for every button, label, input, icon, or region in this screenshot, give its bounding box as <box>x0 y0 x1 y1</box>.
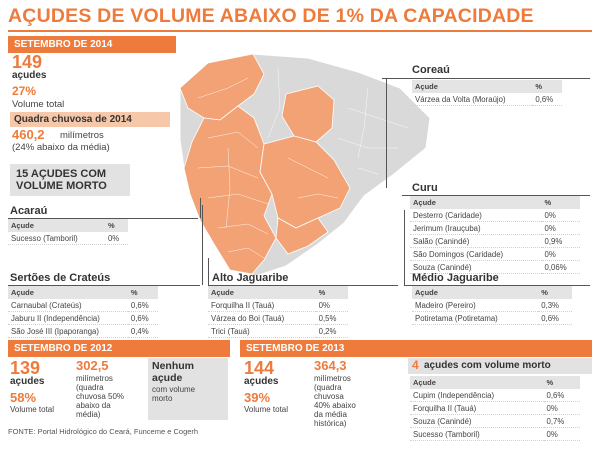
sep2013-count: 144 <box>244 358 275 378</box>
sep2013-mm-note-4: 40% abaixo <box>314 401 356 410</box>
col-acude: Açude <box>412 286 538 299</box>
sep2012-mm-note-5: média) <box>76 410 101 419</box>
row-name: Salão (Canindé) <box>410 235 542 248</box>
col-pct: % <box>538 286 572 299</box>
row-name: Forquilha II (Tauá) <box>410 402 544 415</box>
table-row <box>208 299 348 312</box>
table-row <box>412 299 572 312</box>
col-acude: Açude <box>208 286 316 299</box>
ceara-map <box>168 48 438 283</box>
row-name: Souza (Canindé) <box>410 261 542 274</box>
sep2012-mm-note-3: chuvosa 50% <box>76 392 125 401</box>
table-row <box>8 299 158 312</box>
coreau-title: Coreaú <box>412 64 450 76</box>
sep2014-quadra-label: Quadra chuvosa de 2014 <box>10 112 170 127</box>
row-name: Várzea do Boi (Tauá) <box>208 312 316 325</box>
row-pct: 0,6% <box>538 312 572 325</box>
sep2013-dead-title: açudes com volume morto <box>424 360 551 371</box>
row-name: Potiretama (Potiretama) <box>412 312 538 325</box>
row-name: Cupim (Independência) <box>410 389 544 402</box>
sep2013-mm-note-2: (quadra <box>314 383 342 392</box>
row-pct: 0,2% <box>316 325 348 338</box>
sep2012-header: SETEMBRO DE 2012 <box>8 340 230 357</box>
sep2014-count-label: açudes <box>12 70 47 81</box>
row-name: Várzea da Volta (Moraújo) <box>412 93 532 106</box>
sep2013-mm-note-5: da média <box>314 410 347 419</box>
col-pct: % <box>542 196 580 209</box>
table-row <box>410 415 580 428</box>
alto-title: Alto Jaguaribe <box>212 272 289 284</box>
table-row <box>410 222 580 235</box>
sep2014-count: 149 <box>12 52 43 72</box>
sep2013-percent: 39% <box>244 390 271 405</box>
medio-title: Médio Jaguaribe <box>412 272 499 284</box>
table-row <box>412 312 572 325</box>
row-pct: 0% <box>542 248 580 261</box>
table-row <box>410 428 580 441</box>
row-pct: 0,6% <box>544 389 580 402</box>
row-pct: 0,6% <box>532 93 562 106</box>
row-name: Trici (Tauá) <box>208 325 316 338</box>
sep2013-count-label: açudes <box>244 376 279 387</box>
col-acude: Açude <box>412 80 532 93</box>
table-row <box>410 209 580 222</box>
col-pct: % <box>128 286 158 299</box>
table-row <box>410 235 580 248</box>
sep2014-percent: 27% <box>12 84 37 98</box>
sep2012-percent-label: Volume total <box>10 405 55 414</box>
crateus-title: Sertões de Crateús <box>10 272 111 284</box>
medio-table <box>412 286 572 325</box>
sep2013-mm-note-6: histórica) <box>314 419 347 428</box>
row-name: Sucesso (Tamboril) <box>410 428 544 441</box>
row-pct: 0,7% <box>544 415 580 428</box>
row-name: Carnaubal (Crateús) <box>8 299 128 312</box>
row-name: Jerimum (Irauçuba) <box>410 222 542 235</box>
row-name: Forquilha II (Tauá) <box>208 299 316 312</box>
leader-alto <box>208 258 209 286</box>
sep2014-mm-label: milímetros <box>60 130 104 141</box>
row-pct: 0,06% <box>542 261 580 274</box>
sep2012-none-note-1: com volume <box>152 385 196 394</box>
sep2014-header: SETEMBRO DE 2014 <box>8 36 176 53</box>
sep2012-mm-value: 302,5 <box>76 358 109 373</box>
col-acude: Açude <box>8 286 128 299</box>
table-row <box>208 325 348 338</box>
row-pct: 0,4% <box>128 325 158 338</box>
sep2014-mm-value: 460,2 <box>12 127 45 142</box>
row-pct: 0,9% <box>542 235 580 248</box>
col-pct: % <box>105 219 128 232</box>
acarau-title: Acaraú <box>10 205 48 217</box>
sep2012-mm-note-2: (quadra <box>76 383 104 392</box>
row-pct: 0,3% <box>538 299 572 312</box>
curu-table <box>410 196 580 274</box>
coreau-table <box>412 80 562 106</box>
sep2012-none-note-2: morto <box>152 394 173 403</box>
row-pct: 0% <box>542 222 580 235</box>
row-pct: 0% <box>544 402 580 415</box>
sep2013-percent-label: Volume total <box>244 405 289 414</box>
sep2012-percent: 58% <box>10 390 37 405</box>
row-pct: 0,6% <box>128 299 158 312</box>
col-acude: Açude <box>410 376 544 389</box>
row-name: São Domingos (Caridade) <box>410 248 542 261</box>
sep2013-mm-note-1: milímetros <box>314 374 351 383</box>
row-pct: 0% <box>544 428 580 441</box>
row-name: Sucesso (Tamboril) <box>8 232 105 245</box>
table-row <box>410 389 580 402</box>
leader-acarau <box>200 198 201 218</box>
curu-title: Curu <box>412 182 438 194</box>
sep2014-dead-volume: 15 AÇUDES COM VOLUME MORTO <box>10 164 130 196</box>
sep2014-percent-label: Volume total <box>12 99 65 110</box>
sep2012-none-title-2: açude <box>152 372 183 384</box>
sep2013-mm-note-3: chuvosa <box>314 392 344 401</box>
row-pct: 0% <box>542 209 580 222</box>
col-pct: % <box>316 286 348 299</box>
sep2012-mm-note-4: abaixo da <box>76 401 111 410</box>
sep2013-table <box>410 376 580 441</box>
sep2013-mm-value: 364,3 <box>314 358 347 373</box>
col-acude: Açude <box>410 196 542 209</box>
leader-crateus <box>202 205 203 285</box>
sep2012-count: 139 <box>10 358 41 378</box>
row-name: Jaburu II (Independência) <box>8 312 128 325</box>
sep2014-mm-note: (24% abaixo da média) <box>12 142 110 153</box>
row-name: Souza (Canindé) <box>410 415 544 428</box>
sep2013-header: SETEMBRO DE 2013 <box>240 340 592 357</box>
leader-coreau <box>386 78 387 188</box>
row-name: São José III (Ipaporanga) <box>8 325 128 338</box>
col-pct: % <box>532 80 562 93</box>
acarau-table <box>8 219 128 245</box>
row-pct: 0,5% <box>316 312 348 325</box>
table-row <box>412 93 562 106</box>
coreau-line <box>382 78 590 79</box>
leader-medio <box>404 210 405 286</box>
row-name: Desterro (Caridade) <box>410 209 542 222</box>
title-divider <box>8 30 592 32</box>
sep2012-mm-note-1: milímetros <box>76 374 113 383</box>
table-row <box>410 402 580 415</box>
table-row <box>8 312 158 325</box>
row-pct: 0,6% <box>128 312 158 325</box>
table-row <box>410 248 580 261</box>
sep2013-dead-count: 4 <box>412 358 419 372</box>
page-title: AÇUDES DE VOLUME ABAIXO DE 1% DA CAPACIDADE <box>8 5 534 27</box>
row-pct: 0% <box>105 232 128 245</box>
alto-table <box>208 286 348 338</box>
table-row <box>208 312 348 325</box>
crateus-table <box>8 286 158 338</box>
sep2012-none-title-1: Nenhum <box>152 360 194 372</box>
col-acude: Açude <box>8 219 105 232</box>
col-pct: % <box>544 376 580 389</box>
table-row <box>8 325 158 338</box>
row-name: Madeiro (Pereiro) <box>412 299 538 312</box>
row-pct: 0% <box>316 299 348 312</box>
table-row <box>8 232 128 245</box>
source-note: FONTE: Portal Hidrológico do Ceará, Funceme e Cogerh <box>8 427 199 436</box>
sep2012-count-label: açudes <box>10 376 45 387</box>
